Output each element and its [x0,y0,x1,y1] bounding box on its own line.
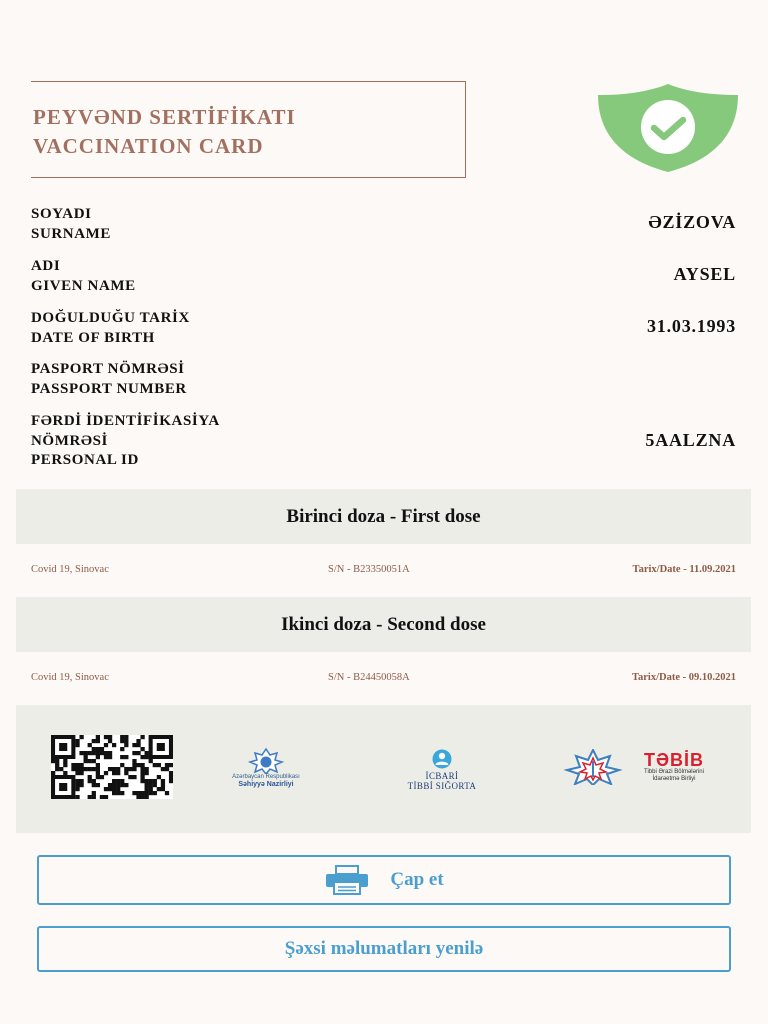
certificate-title-box [31,81,466,178]
second-dose-details [16,672,751,688]
certificate-title-az: PEYVƏND SERTİFİKATI [33,105,296,129]
insurance-emblem-icon [424,749,460,771]
certificate-title-en: VACCINATION CARD [33,134,264,158]
first-dose-details [16,564,751,580]
logos-section [16,705,751,833]
print-button-label: Çap et [390,869,444,890]
qr-code-icon[interactable] [51,735,173,799]
shield-check-icon [596,82,740,174]
first-dose-title: Birinci doza - First dose [286,505,481,527]
second-dose-date: Tarix/Date - 09.10.2021 [631,672,736,683]
print-button[interactable] [37,855,731,905]
update-personal-info-button[interactable] [37,926,731,972]
first-dose-header [16,489,751,544]
tebib-star-icon [563,749,623,785]
printer-icon [324,865,370,895]
ministry-emblem-icon [246,748,286,774]
first-dose-vaccine: Covid 19, Sinovac [31,564,109,575]
first-dose-serial: S/N - B23350051A [328,564,410,575]
first-dose-date: Tarix/Date - 11.09.2021 [632,564,736,575]
passport-number-label: PASPORT NÖMRƏSİ PASSPORT NUMBER [31,361,187,397]
personal-id-label: FƏRDİ İDENTİFİKASİYA NÖMRƏSİ PERSONAL ID [31,413,220,468]
date-of-birth-label: DOĞULDUĞU TARİX DATE OF BIRTH [31,310,190,346]
second-dose-header [16,597,751,652]
health-ministry-logo: Azərbaycan Respublikası Səhiyyə Nazirliyi [220,748,312,788]
second-dose-vaccine: Covid 19, Sinovac [31,672,109,683]
given-name-value: AYSEL [673,264,736,284]
date-of-birth-value: 31.03.1993 [647,316,736,336]
update-personal-info-label: Şəxsi məlumatları yenilə [284,938,484,959]
second-dose-serial: S/N - B24450058A [328,672,410,683]
given-name-label: ADI GIVEN NAME [31,258,136,294]
surname-label: SOYADI SURNAME [31,206,112,242]
icbari-tibbi-sigorta-logo: İCBARİ TİBBİ SIĞORTA [388,749,496,791]
second-dose-title: Ikinci doza - Second dose [281,613,486,635]
surname-value: ƏZİZOVA [648,212,736,232]
personal-id-value: 5AALZNA [645,430,736,450]
tebib-logo: TƏBİB Tibbi Ərazi Bölmələrini İdarəetmə Birliyi [563,749,723,789]
